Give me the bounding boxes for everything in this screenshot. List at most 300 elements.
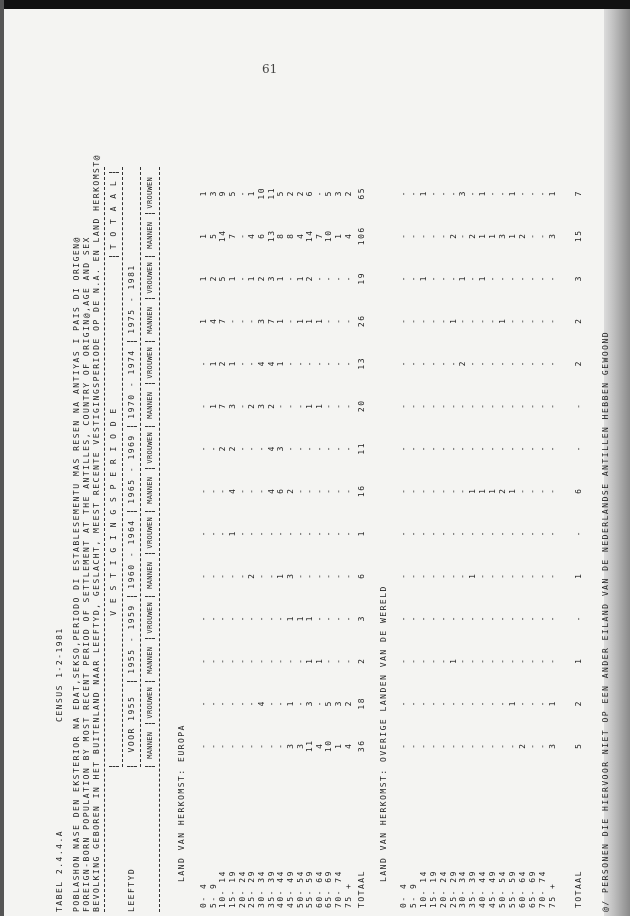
table-cell: -	[256, 657, 266, 664]
table-cell: -	[285, 360, 295, 367]
table-cell: -	[547, 360, 557, 367]
table-cell: 7	[266, 317, 276, 324]
table-cell: -	[314, 487, 324, 494]
table-cell: -	[334, 487, 344, 494]
table-row	[218, 172, 228, 912]
table-cell: -	[547, 445, 557, 452]
table-cell: -	[498, 657, 507, 664]
table-row	[267, 172, 277, 912]
table-cell: -	[498, 700, 507, 707]
table-cell: 3	[357, 615, 366, 622]
table-cell: -	[199, 445, 208, 452]
table-row	[228, 172, 238, 912]
row-label: 10- 14	[218, 870, 228, 908]
table-cell: -	[537, 657, 547, 664]
table-cell: 7	[314, 232, 324, 239]
table-cell: -	[314, 445, 324, 452]
table-cell: -	[399, 317, 408, 324]
table-cell: -	[237, 615, 247, 622]
table-cell: 8	[276, 232, 286, 239]
table-cell: -	[237, 402, 247, 409]
table-cell: -	[314, 572, 324, 579]
table-cell: -	[428, 572, 438, 579]
table-cell: -	[399, 657, 408, 664]
table-cell: -	[428, 190, 438, 197]
table-cell: 2	[468, 232, 478, 239]
table-cell: -	[247, 657, 257, 664]
table-cell: -	[266, 700, 276, 707]
scan-left-edge	[0, 0, 4, 916]
table-cell: -	[547, 317, 557, 324]
row-label: 55- 59	[507, 870, 517, 908]
table-cell: -	[408, 402, 418, 409]
table-cell: 1	[458, 275, 468, 282]
table-cell: 1	[247, 275, 257, 282]
table-row	[518, 172, 528, 912]
table-cell: -	[199, 615, 208, 622]
table-cell: 3	[295, 742, 305, 749]
table-cell: -	[547, 487, 557, 494]
table-cell: 5	[574, 742, 583, 749]
table-cell: -	[458, 657, 468, 664]
table-cell: -	[237, 700, 247, 707]
table-cell: 15	[574, 229, 583, 243]
table-cell: 18	[357, 696, 366, 710]
table-cell: -	[256, 742, 266, 749]
table-cell: -	[399, 487, 408, 494]
table-cell: -	[468, 402, 478, 409]
table-cell: -	[227, 572, 237, 579]
row-label: 35- 39	[266, 870, 276, 908]
table-cell: -	[448, 572, 458, 579]
table-cell: -	[428, 615, 438, 622]
table-cell: 16	[357, 484, 366, 498]
table-cell: -	[458, 402, 468, 409]
table-cell: -	[458, 572, 468, 579]
table-cell: -	[498, 402, 507, 409]
table-row	[429, 172, 439, 912]
table-cell: -	[488, 700, 498, 707]
table-cell: -	[438, 657, 448, 664]
table-cell: -	[428, 700, 438, 707]
table-cell: -	[488, 742, 498, 749]
table-cell: -	[418, 360, 428, 367]
table-cell: 2	[517, 232, 527, 239]
table-cell: 1	[305, 657, 315, 664]
table-cell: -	[256, 487, 266, 494]
period-header-row	[127, 172, 137, 912]
table-id: TABEL 2.4.4.A	[55, 829, 64, 912]
table-cell: -	[343, 445, 353, 452]
table-cell: -	[428, 232, 438, 239]
table-cell: 26	[357, 314, 366, 328]
table-cell: -	[295, 700, 305, 707]
header-mannen: MANNEN	[145, 555, 155, 598]
table-cell: 1	[574, 572, 583, 579]
table-cell: -	[517, 402, 527, 409]
row-label: 40- 44	[478, 870, 488, 908]
table-row	[257, 172, 267, 912]
row-label: 30- 34	[458, 870, 468, 908]
table-cell: -	[418, 232, 428, 239]
table-cell: -	[324, 402, 334, 409]
table-cell: -	[276, 615, 286, 622]
table-cell: -	[547, 530, 557, 537]
table-cell: -	[428, 530, 438, 537]
table-cell: -	[438, 700, 448, 707]
table-cell: 4	[343, 232, 353, 239]
header-mannen: MANNEN	[145, 725, 155, 768]
table-cell: -	[324, 275, 334, 282]
table-cell: 1	[276, 275, 286, 282]
table-cell: -	[408, 445, 418, 452]
table-cell: 1	[547, 190, 557, 197]
table-cell: -	[314, 275, 324, 282]
row-label: 60- 64	[314, 870, 324, 908]
table-cell: 1	[247, 190, 257, 197]
table-row	[409, 172, 419, 912]
divider	[140, 167, 141, 767]
table-cell: -	[527, 275, 537, 282]
table-row	[449, 172, 459, 912]
table-cell: -	[527, 487, 537, 494]
row-label: TOTAAL	[357, 870, 366, 908]
table-cell: -	[199, 530, 208, 537]
table-cell: -	[408, 742, 418, 749]
table-cell: -	[334, 445, 344, 452]
table-cell: -	[334, 615, 344, 622]
table-cell: -	[498, 530, 507, 537]
table-cell: -	[517, 445, 527, 452]
table-cell: -	[266, 572, 276, 579]
row-label: 20- 24	[438, 870, 448, 908]
table-cell: 2	[227, 445, 237, 452]
header-vrouwen: VROUWEN	[145, 342, 155, 385]
table-cell: -	[507, 657, 517, 664]
table-cell: -	[428, 317, 438, 324]
table-cell: 1	[507, 190, 517, 197]
table-row	[439, 172, 449, 912]
table-cell: 1	[478, 190, 488, 197]
table-cell: -	[478, 700, 488, 707]
table-cell: -	[237, 190, 247, 197]
table-cell: 7	[218, 402, 228, 409]
table-cell: -	[507, 615, 517, 622]
row-label: 20- 24	[237, 870, 247, 908]
table-cell: -	[334, 572, 344, 579]
table-row	[296, 172, 306, 912]
table-row	[478, 172, 488, 912]
table-cell: -	[517, 700, 527, 707]
table-cell: -	[199, 402, 208, 409]
table-cell: 1	[295, 317, 305, 324]
row-label: 30- 34	[256, 870, 266, 908]
table-cell: -	[334, 360, 344, 367]
table-cell: 36	[357, 739, 366, 753]
table-cell: -	[247, 615, 257, 622]
table-cell: 1	[227, 530, 237, 537]
table-cell: 3	[334, 190, 344, 197]
table-cell: -	[517, 572, 527, 579]
row-label: 25- 29	[448, 870, 458, 908]
table-cell: -	[527, 232, 537, 239]
table-cell: 2	[256, 275, 266, 282]
table-cell: -	[527, 190, 537, 197]
table-cell: 4	[266, 445, 276, 452]
table-cell: -	[537, 742, 547, 749]
table-cell: 1	[208, 360, 218, 367]
table-cell: 5	[324, 700, 334, 707]
table-cell: 2	[247, 402, 257, 409]
table-cell: -	[488, 572, 498, 579]
table-cell: 1	[314, 402, 324, 409]
header-mannen: MANNEN	[145, 385, 155, 428]
table-cell: -	[314, 360, 324, 367]
table-row	[399, 172, 409, 912]
table-cell: -	[418, 317, 428, 324]
table-cell: -	[428, 657, 438, 664]
table-cell: 2	[285, 487, 295, 494]
table-cell: -	[324, 572, 334, 579]
table-cell: -	[285, 317, 295, 324]
table-cell: -	[468, 657, 478, 664]
divider	[159, 167, 160, 912]
table-cell: -	[517, 360, 527, 367]
table-cell: -	[408, 360, 418, 367]
table-cell: -	[285, 445, 295, 452]
table-cell: -	[227, 742, 237, 749]
table-cell: -	[488, 530, 498, 537]
table-cell: -	[574, 615, 583, 622]
table-cell: -	[285, 275, 295, 282]
table-cell: 2	[458, 360, 468, 367]
table-cell: -	[498, 190, 507, 197]
table-cell: 3	[547, 232, 557, 239]
table-cell: -	[418, 445, 428, 452]
table-cell: -	[438, 572, 448, 579]
table-cell: -	[527, 360, 537, 367]
table-cell: -	[537, 317, 547, 324]
table-cell: 1	[295, 615, 305, 622]
row-label: 15- 19	[227, 870, 237, 908]
table-cell: -	[199, 487, 208, 494]
table-cell: -	[458, 700, 468, 707]
divider	[104, 167, 105, 912]
table-cell: -	[343, 615, 353, 622]
table-cell: 1	[547, 700, 557, 707]
table-cell: -	[458, 615, 468, 622]
table-cell: 1	[227, 360, 237, 367]
table-cell: 65	[357, 186, 366, 200]
table-cell: -	[295, 572, 305, 579]
total-banner: T O T A A L	[109, 172, 119, 257]
table-cell: -	[498, 445, 507, 452]
block-title-europa: LAND VAN HERKOMST: EUROPA	[177, 724, 186, 882]
table-row	[305, 172, 315, 912]
table-cell: 4	[256, 360, 266, 367]
table-cell: -	[285, 530, 295, 537]
table-cell: -	[547, 402, 557, 409]
table-cell: -	[305, 360, 315, 367]
table-row	[468, 172, 478, 912]
table-cell: 1	[418, 190, 428, 197]
table-cell: -	[448, 487, 458, 494]
table-cell: -	[428, 742, 438, 749]
table-cell: -	[408, 657, 418, 664]
table-cell: -	[468, 317, 478, 324]
table-cell: -	[256, 445, 266, 452]
table-cell: -	[295, 530, 305, 537]
table-cell: -	[408, 317, 418, 324]
table-cell: -	[334, 317, 344, 324]
table-cell: -	[428, 487, 438, 494]
table-cell: -	[478, 360, 488, 367]
table-cell: -	[343, 487, 353, 494]
table-cell: -	[448, 360, 458, 367]
table-cell: -	[334, 657, 344, 664]
table-cell: -	[199, 360, 208, 367]
table-cell: 1	[199, 232, 208, 239]
table-cell: -	[343, 275, 353, 282]
table-cell: -	[507, 317, 517, 324]
table-row	[247, 172, 257, 912]
table-cell: 2	[247, 572, 257, 579]
table-cell: 2	[448, 232, 458, 239]
table-cell: 19	[357, 271, 366, 285]
table-cell: -	[468, 530, 478, 537]
table-cell: -	[199, 742, 208, 749]
row-label: 65- 69	[324, 870, 334, 908]
table-cell: -	[237, 317, 247, 324]
table-row	[458, 172, 468, 912]
table-cell: 1	[314, 317, 324, 324]
table-cell: 2	[266, 402, 276, 409]
table-cell: -	[324, 487, 334, 494]
table-cell: -	[547, 615, 557, 622]
table-row	[315, 172, 325, 912]
table-cell: -	[237, 487, 247, 494]
table-cell: 3	[547, 742, 557, 749]
table-cell: -	[498, 275, 507, 282]
table-cell: -	[237, 530, 247, 537]
table-cell: -	[266, 657, 276, 664]
table-cell: -	[458, 487, 468, 494]
table-cell: -	[488, 190, 498, 197]
table-cell: 3	[256, 402, 266, 409]
table-cell: -	[547, 275, 557, 282]
table-cell: -	[428, 275, 438, 282]
header-vrouwen: VROUWEN	[145, 172, 155, 215]
table-cell: -	[527, 445, 537, 452]
title-papiamentu: POBLASHON NASE DEN EKSTERIOR NA EDAT,SEKSO,PERIODO DI ESTABLESEMENTU MAS RESEN NA ANTIYAS I PAIS DI ORIGEN@	[72, 236, 81, 912]
table-cell: -	[478, 317, 488, 324]
table-cell: 1	[488, 487, 498, 494]
table-cell: -	[418, 700, 428, 707]
table-cell: 1	[468, 572, 478, 579]
table-cell: -	[305, 445, 315, 452]
table-cell: -	[237, 657, 247, 664]
period-header: 1960 - 1964	[127, 512, 137, 597]
table-cell: -	[537, 360, 547, 367]
table-cell: -	[218, 530, 228, 537]
table-cell: -	[574, 402, 583, 409]
table-cell: -	[408, 232, 418, 239]
row-label: TOTAAL	[574, 870, 583, 908]
table-cell: -	[468, 275, 478, 282]
table-cell: -	[247, 700, 257, 707]
table-cell: -	[488, 402, 498, 409]
table-cell: -	[256, 572, 266, 579]
rotated-table-page	[55, 152, 620, 912]
table-cell: -	[247, 360, 257, 367]
table-cell: -	[314, 700, 324, 707]
table-cell: 1	[276, 572, 286, 579]
table-cell: -	[208, 742, 218, 749]
table-cell: 2	[357, 657, 366, 664]
table-cell: 1	[334, 742, 344, 749]
table-cell: -	[478, 657, 488, 664]
table-cell: 106	[357, 226, 366, 246]
row-label: 65- 69	[527, 870, 537, 908]
table-row	[488, 172, 498, 912]
table-cell: -	[334, 275, 344, 282]
table-cell: -	[438, 742, 448, 749]
table-cell: -	[468, 190, 478, 197]
table-cell: -	[418, 657, 428, 664]
header-vrouwen: VROUWEN	[145, 512, 155, 555]
table-cell: 9	[218, 190, 228, 197]
table-cell: -	[537, 615, 547, 622]
table-cell: -	[305, 572, 315, 579]
table-cell: 1	[305, 402, 315, 409]
table-cell: -	[498, 572, 507, 579]
table-cell: -	[408, 275, 418, 282]
table-cell: -	[498, 360, 507, 367]
table-row	[199, 172, 209, 912]
row-label: 60- 64	[517, 870, 527, 908]
table-cell: 1	[305, 615, 315, 622]
table-cell: -	[285, 402, 295, 409]
table-cell: -	[266, 742, 276, 749]
table-cell: 1	[488, 232, 498, 239]
table-cell: -	[488, 445, 498, 452]
table-cell: -	[324, 530, 334, 537]
table-cell: -	[537, 402, 547, 409]
table-cell: -	[343, 657, 353, 664]
table-cell: -	[488, 317, 498, 324]
table-cell: 2	[574, 360, 583, 367]
table-cell: -	[448, 275, 458, 282]
period-header: 1970 - 1974	[127, 342, 137, 427]
table-cell: 2	[574, 700, 583, 707]
census-date: CENSUS 1-2-1981	[55, 627, 64, 722]
table-cell: -	[428, 402, 438, 409]
table-cell: -	[343, 402, 353, 409]
table-cell: 3	[208, 190, 218, 197]
table-row	[209, 172, 219, 912]
row-label: 25- 29	[247, 870, 257, 908]
table-cell: -	[256, 615, 266, 622]
table-cell: 1	[276, 360, 286, 367]
footnote: @/ PERSONEN DIE HIERVOOR NIET OP EEN ANDER EILAND VAN DE NEDERLANDSE ANTILLEN HEBBEN GEWOOND	[601, 330, 610, 912]
table-cell: 2	[517, 742, 527, 749]
header-vrouwen: VROUWEN	[145, 682, 155, 725]
table-cell: -	[418, 402, 428, 409]
table-cell: 4	[343, 742, 353, 749]
table-cell: -	[324, 445, 334, 452]
table-cell: -	[399, 615, 408, 622]
table-cell: -	[418, 615, 428, 622]
